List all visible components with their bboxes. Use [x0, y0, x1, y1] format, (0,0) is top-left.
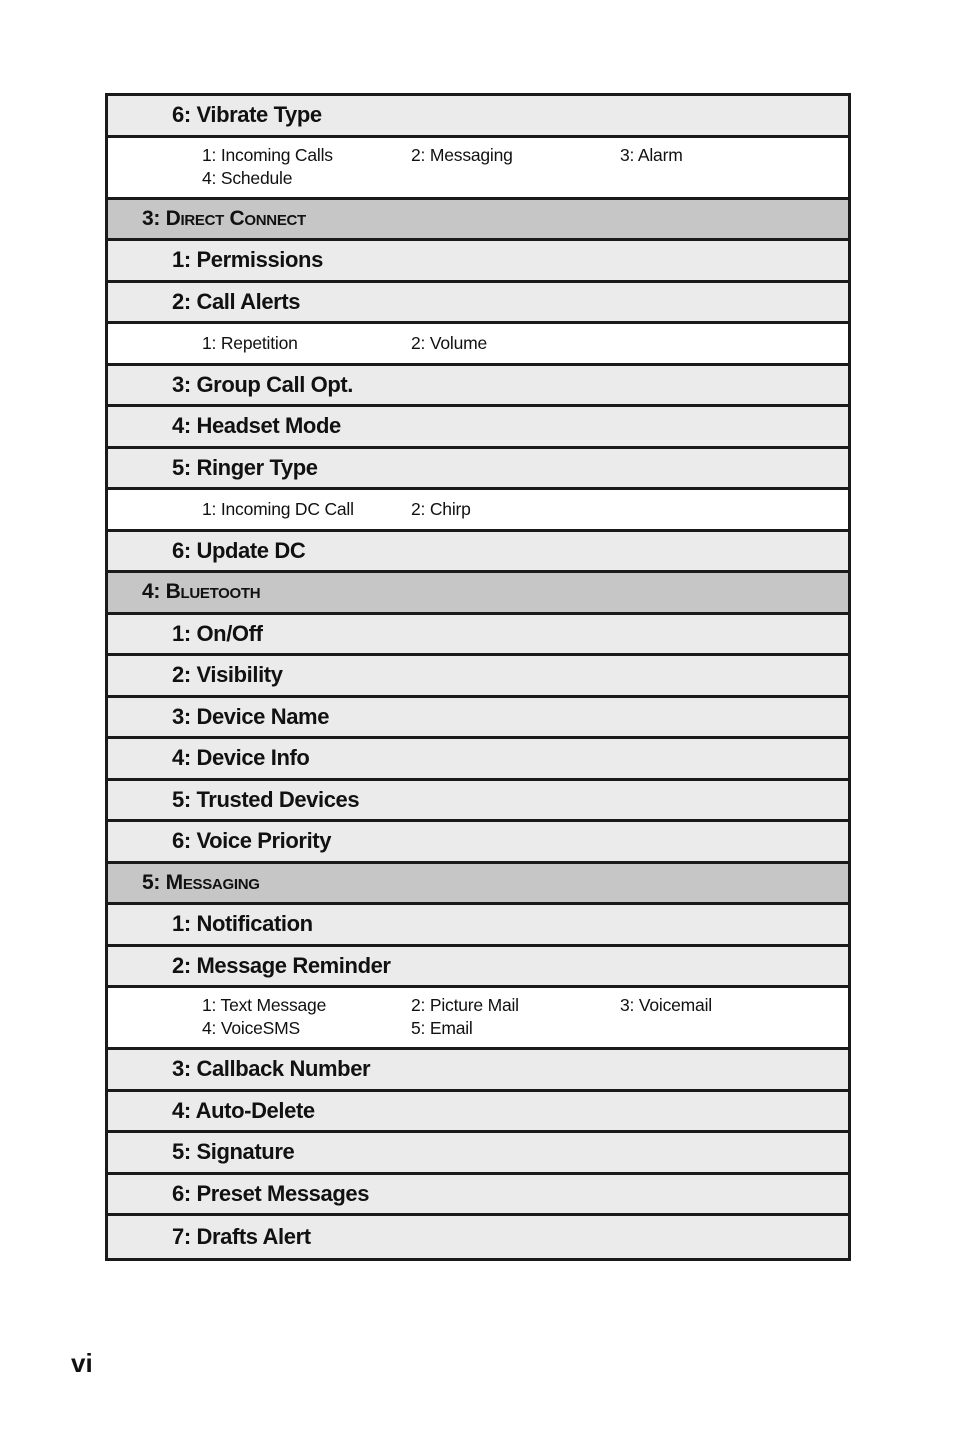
- menu-item-label: 6: Update DC: [172, 537, 306, 563]
- submenu-option: 1: Text Message: [202, 995, 327, 1015]
- menu-item-label: 2: Call Alerts: [172, 288, 301, 314]
- menu-item-label: 6: Vibrate Type: [172, 102, 322, 128]
- menu-item-label: 3: Callback Number: [172, 1056, 371, 1082]
- menu-item-label: 3: Device Name: [172, 703, 330, 729]
- submenu-options: [108, 138, 848, 200]
- section-label: [142, 580, 260, 604]
- menu-item: [108, 532, 848, 574]
- submenu-option: 2: Picture Mail: [411, 995, 519, 1015]
- menu-item-label: 5: Ringer Type: [172, 454, 318, 480]
- menu-item: [108, 905, 848, 947]
- submenu-option: 3: Alarm: [620, 144, 683, 165]
- submenu-option: 2: Messaging: [411, 144, 513, 165]
- submenu-option: 5: Email: [411, 1018, 473, 1038]
- section-label-prefix: 3: D: [142, 206, 181, 230]
- menu-item: [108, 698, 848, 740]
- submenu-option: 1: Incoming DC Call: [202, 498, 354, 519]
- submenu-option-grid: [202, 498, 820, 521]
- section-label: [142, 207, 306, 231]
- menu-item-label: 5: Trusted Devices: [172, 786, 360, 812]
- menu-item: [108, 656, 848, 698]
- submenu-option: 2: Volume: [411, 332, 488, 353]
- menu-table: [105, 93, 851, 1261]
- menu-item: [108, 1050, 848, 1092]
- menu-item: [108, 615, 848, 657]
- submenu-option: 3: Voicemail: [620, 995, 712, 1015]
- section-label-prefix: 5: M: [142, 870, 183, 894]
- menu-item: [108, 781, 848, 823]
- menu-item: [108, 96, 848, 138]
- menu-item-label: 1: On/Off: [172, 620, 263, 646]
- menu-item: [108, 241, 848, 283]
- section-header: [108, 573, 848, 615]
- menu-item-label: 1: Permissions: [172, 247, 323, 273]
- submenu-options: [108, 988, 848, 1050]
- submenu-options: [108, 490, 848, 532]
- menu-item-label: 2: Visibility: [172, 662, 283, 688]
- menu-item: [108, 739, 848, 781]
- menu-item-label: 7: Drafts Alert: [172, 1223, 311, 1249]
- submenu-option: 1: Incoming Calls: [202, 144, 333, 165]
- section-label-rest: luetooth: [180, 580, 261, 604]
- menu-item-label: 4: Auto-Delete: [172, 1097, 315, 1123]
- menu-item: [108, 283, 848, 325]
- menu-item-label: 4: Headset Mode: [172, 413, 341, 439]
- menu-item: [108, 1175, 848, 1217]
- submenu-option: 4: VoiceSMS: [202, 1018, 300, 1038]
- menu-item-label: 2: Message Reminder: [172, 952, 391, 978]
- menu-item: [108, 1133, 848, 1175]
- menu-item-label: 4: Device Info: [172, 745, 310, 771]
- menu-item: [108, 366, 848, 408]
- menu-item-label: 3: Group Call Opt.: [172, 371, 354, 397]
- submenu-option-grid: [202, 332, 820, 355]
- section-label: [142, 871, 260, 895]
- menu-item: [108, 1216, 848, 1258]
- section-label-prefix: 4: B: [142, 580, 181, 604]
- submenu-option-grid: [202, 144, 820, 190]
- section-header: [108, 200, 848, 242]
- submenu-option: 1: Repetition: [202, 332, 298, 353]
- submenu-option-grid: [202, 994, 820, 1040]
- menu-item: [108, 822, 848, 864]
- menu-item-label: 1: Notification: [172, 911, 313, 937]
- menu-item-label: 6: Voice Priority: [172, 828, 332, 854]
- section-label-rest: essaging: [182, 870, 260, 894]
- menu-item-label: 6: Preset Messages: [172, 1180, 370, 1206]
- submenu-option: 4: Schedule: [202, 167, 293, 188]
- submenu-option: 2: Chirp: [411, 498, 471, 519]
- menu-item: [108, 947, 848, 989]
- menu-item-label: 5: Signature: [172, 1139, 295, 1165]
- section-header: [108, 864, 848, 906]
- section-label-rest: irect Connect: [180, 206, 306, 230]
- menu-item: [108, 407, 848, 449]
- submenu-options: [108, 324, 848, 366]
- page-number: vi: [71, 1348, 93, 1378]
- menu-item: [108, 449, 848, 491]
- menu-item: [108, 1092, 848, 1134]
